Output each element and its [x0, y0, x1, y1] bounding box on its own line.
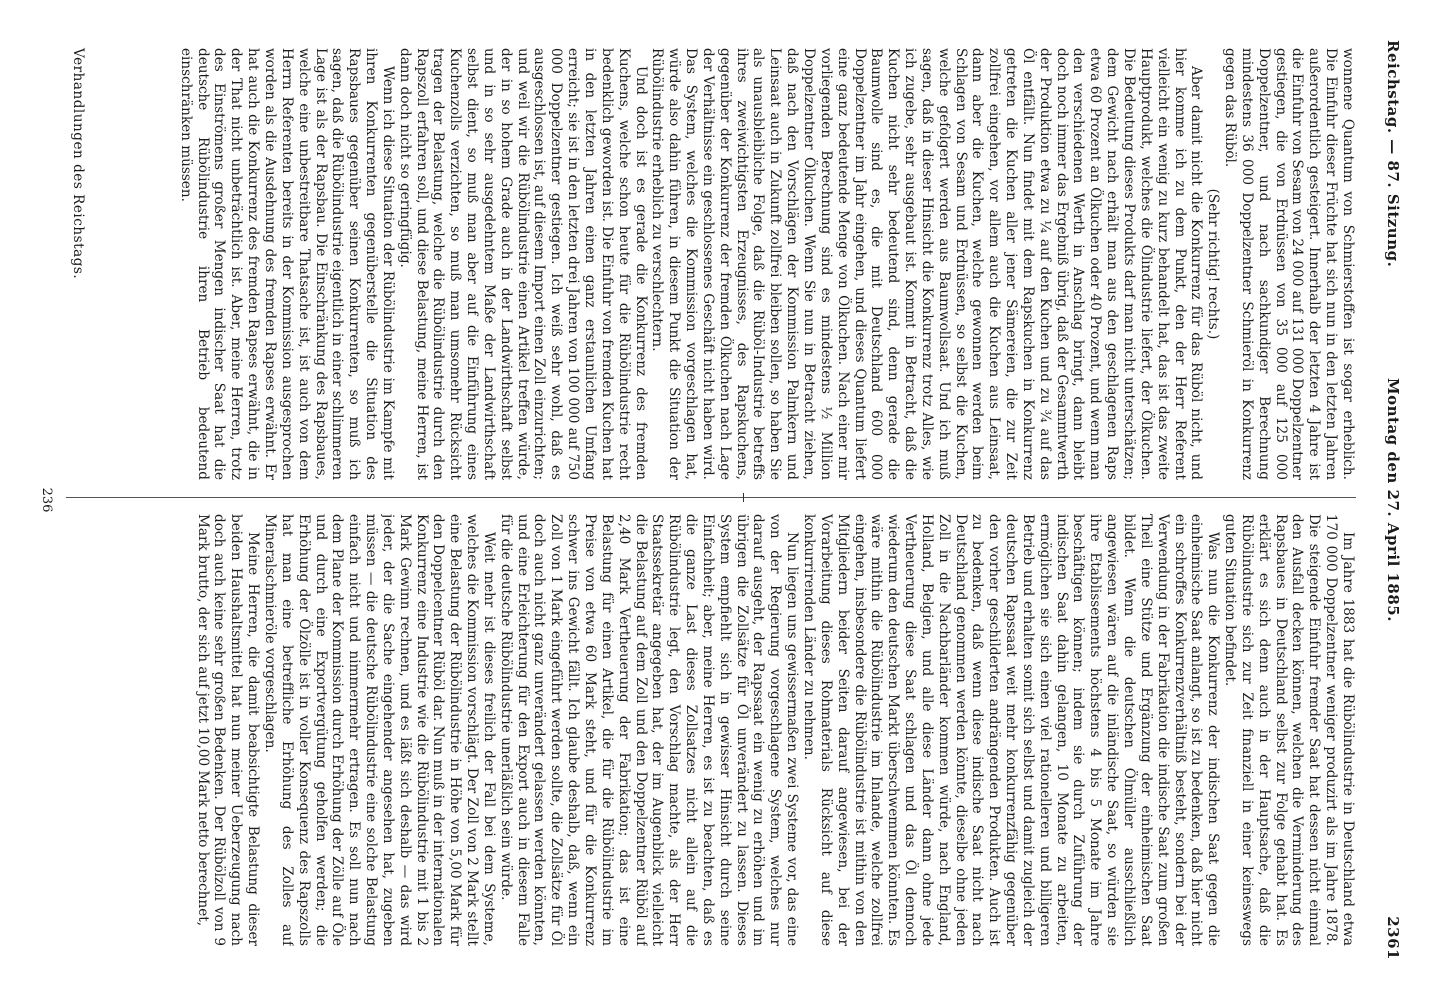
column-divider [66, 497, 1356, 498]
paragraph: Nun liegen uns gewissermaßen zwei Systeme vor, das eine von der Regierung vorgeschlagene System, welches nur darauf ausgeht, der Rapssaat ein wenig zu erhöhen und im übrigen die Zollsätze für Öl unverändert zu lassen. Dieses System empfiehlt sich in gewisser Hinsicht durch seine Einfachheit; aber, meine Herren, es ist zu beachten, daß es die ganze Last dieses Zollsatzes nicht allein auf die Rübölindustrie legt, den Vorschlag machte, als der Herr Staatssekretär angegeben hat, der im Augenblick vielleicht die Belastung auf dem Zoll und den Doppelzentner Rüböl auf 2,40 Mark Vertheuerung der Fabrikation; das ist eine Belastung für einen Artikel, die für die Rübölindustrie im Preise von etwa 60 Mark steht, und für die Konkurrenz schwer ins Gewicht fällt. Ich glaube deshalb, daß, wenn ein Zoll von 1 Mark eingeführt werden sollte, die Zollsätze für Öl doch auch nicht ganz unverändert gelassen werden könnten, und eine Erleichterung für den Export auch in diesem Falle für die deutsche Rübölindustrie unerläßlich sein würde. [497, 514, 801, 946]
paragraph: wonnene Quantum von Schmierstoffen ist sogar erheblich. Die Einfuhr dieser Früchte hat sich nun in den letzten Jahren außerordentlich gesteigert. Innerhalb der letzten 4 Jahre ist die Einfuhr von Sesam von 24 000 auf 131 000 Doppelzentner gestiegen, die von Erdnüssen von 35 000 auf 125 000 Doppelzentner, und nach sachkundiger Berechnung mindestens 36 000 Doppelzentner Schmieröl in Konkurrenz gegen das Rüböl. [1222, 48, 1356, 480]
column-divider-mark [743, 493, 744, 502]
page-header [1376, 40, 1402, 960]
paragraph: Und doch ist es gerade die Konkurrenz des fremden Kuchens, welche schon heute für die Rübölindustrie recht bedenklich geworden ist. Die Einfuhr von fremden Kuchen hat in den letzten Jahren einen ganz erstaunlichen Umfang erreicht; sie ist in den letzten drei Jahren von 100 000 auf 750 000 Doppelzentner gestiegen. Ich weiß sehr wohl, daß es ausgeschlossen ist, auf diesem Import einen Zoll einzurichten; und weil wir die Rübölindustrie einen Artikel treffen würde, der in so hohem Grade auch in der Landwirthschaft selbst und in so sehr ausgedehntem Maße der Landwirthschaft selbst dient, so muß man aber auf die Einführung eines Kuchenzolls verzichten, so muß man umsomehr Rücksicht tragen der Belastung, welche die Rübölindustrie durch den Rapszoll erfahren soll, und diese Belastung, meine Herren, ist dann doch nicht so geringfügig. [396, 48, 649, 480]
paragraph: Meine Herren, die damit beabsichtigte Belastung dieser beiden Haushaltsmittel hat nun meiner Ueberzeugung nach doch auch keine sehr großen Bedenken. Der Rübölzoll von 9 Mark brutto, der sich auf jetzt 10,00 Mark netto berechnet, [194, 514, 262, 946]
header-page-number: 2361 [1384, 916, 1402, 960]
sheet-number: 236 [39, 487, 54, 513]
paragraph: Wenn ich diese Situation der Rübölindustrie im Kampfe mit ihren Konkurrenten gegenüberstelle die Situation des Rapsbaues gegenüber seinen Konkurrenten, so muß ich sagen, daß die Rübölindustrie eigentlich in einer schlimmeren Lage ist als der Rapsbau. Die Einschränkung des Rapsbaues, welche eine unbestreitbare Thatsache ist, ist auch von dem Herrn Referenten bereits in der Kommission ausgesprochen worden als die Ausdehnung des fremden Rapses erwähnt. Er hat auch die Konkurrenz des fremden Rapses erwähnt, die in der That nicht unbeträchtlich ist. Aber, meine Herren, trotz des Einströmens großer Mengen indischer Saat hat die deutsche Rübölindustrie ihren Betrieb bedeutend einschränken müssen. [177, 48, 396, 480]
paragraph: Was nun die Konkurrenz der indischen Saat gegen die einheimische Saat anlangt, so ist zu bedenken, daß hier nicht ein schroffes Konkurrenzverhältniß besteht, sondern bei der Verwendung in der Fabrikation die indische Saat zum großen Theil eine Stütze und Ergänzung der einheimischen Saat bildet. Wenn die deutschen Ölmüller ausschließlich angewiesen wären auf die inländische Saat, so würden sie ihre Etablissements höchstens 4 bis 5 Monate im Jahre beschäftigen können; indem sie durch Zuführung der indischen Saat dahin gelangen, 10 Monate zu arbeiten, ermöglichen sie sich einen viel rationelleren und billigeren Betrieb und erhalten somit sich selbst und damit zugleich der deutschen Rapssaat weit mehr konkurrenzfähig gegenüber den vorher geschilderten andrängenden Produkten. Auch ist zu bedenken, daß wenn diese indische Saat nicht nach Deutschland genommen werden könnte, dieselbe ohne jeden Zoll in die Nachbarländer kommen würde, nach England, Holland, Belgien, und alle diese Länder dann ohne jede Vertheuerung diese Saat schlagen und das Öl dennoch wiederum den deutschen Markt überschwemmen könnten. Es wäre mithin die Rübölindustrie im Inlande, welche zollfrei eingehen, insbesondere die Rübölindustrie ist mithin von den Mitgliedern beider Seiten darauf angewiesen, bei der Vorarbeitung dieses Rohmaterials Rücksicht auf diese konkurrirenden Länder zu nehmen. [801, 514, 1222, 946]
left-text-column [76, 48, 1356, 480]
right-text-column [76, 514, 1356, 946]
interjection: (Sehr richtig! rechts.) [1205, 188, 1222, 340]
header-date: Montag den 27. April 1885. [1384, 378, 1402, 622]
paragraph: Weit mehr ist dieses freilich der Fall bei dem Systeme, welches die Kommission vorschlägt. Der Zoll von 2 Mark stellt eine Belastung der Rübölindustrie in Höhe von 5,00 Mark für den Doppelcentner Rüböl dar. Nun muß in der internationalen Konkurrenz eine Industrie wie die Rübölindustrie mit 1 bis 2 Mark Gewinn rechnen, und es läßt sich deshalb — das wird jeder, der die Sache eingehender angesehen hat, zugeben müssen — die deutsche Rübölindustrie eine solche Belastung einfach nicht und nimmermehr ertragen. Es soll nun nach dem Plane der Kommission durch Erhöhung der Zölle auf Öle und durch eine Exportvergütung geholfen werden; die Erhöhung der Ölzölle ist in voller Konsequenz des Rapszolls hat man eine betreffliche Erhöhung des Zolles auf Mineralschmieröle vorgeschlagen. [262, 514, 497, 946]
paragraph: Aber damit nicht die Konkurrenz für das Rüböl nicht, und hier komme ich zu dem Punkt, den der Herr Referent vielleicht ein wenig zu kurz behandelt hat, das ist das zweite Hauptprodukt, welches die Ölindustrie liefert, der Ölkuchen. Die Bedeutung dieses Produkts darf man nicht unterschätzen; dem Gewicht nach erhält man aus den geschlagenen Raps etwa 60 Prozent an Ölkuchen oder 40 Prozent, und wenn man den verschiedenen Werth in Anschlag bringt, dann bleibt doch noch immer das Ergebniß übrig, daß der Gesammtwerth der Produktion etwa zu ¼ auf den Kuchen und zu ¾ auf das Öl entfällt. Nun findet mit dem Rapskuchen in Konkurrenz getreten die Kuchen aller jener Sämereien, die zur Zeit zollfrei eingehen, vor allem auch die Kuchen aus Leinsaat, dann aber die Kuchen, welche gewonnen werden beim Schlagen von Sesam und Erdnüssen, so selbst die Kuchen, welche gefolgert werden aus Baumwollsaat. Und ich muß sagen, daß in dieser Hinsicht die Konkurrenz trotz Alles, wie ich zugebe, sehr ausgebaut ist. Kommt in Betracht, daß die Kuchen nicht sehr bedeutend sind, denn gerade die Baumwolle sind es, die mit Deutschland 600 000 Doppelzentner im Jahr eingehen, und dieses Quantum liefert eine ganz bedeutende Menge von Ölkuchen. Nach einer mir vorliegenden Berechnung sind es mindestens ½ Million Doppelzentner Ölkuchen. Wenn Sie nun in Betracht ziehen, daß nach den Vorschlägen der Kommission Palmkern und Leinsaat auch in Zukunft zollfrei bleiben sollen, so haben Sie als unausbleibliche Folge, daß die Rüböl-Industrie betreffs ihres zweiwichtigsten Erzeugnisses, des Rapskuchens, gegenüber der Konkurrenz der fremden Ölkuchen nach Lage der Verhältnisse ein geschlossenes Geschäft nicht haben wird. Das System, welches die Kommission vorgeschlagen hat, würde also dahin führen, in diesem Punkt die Situation der Rübölindustrie erheblich zu verschlechtern. [649, 48, 1205, 480]
paragraph: Im Jahre 1883 hat die Rübölindustrie in Deutschland etwa 170 000 Doppelzentner weniger produzirt als im Jahre 1878. Die steigende Einfuhr fremder Saat hat dessen nicht einmal den Ausfall decken können, welchen die Verminderung des Rapsbaues in Deutschland selbst zur Folge gehabt hat. Es erklärt es sich denn auch in der Hauptsache, daß die Rübölindustrie sich zur Zeit finanziell in einer keineswegs guten Situation befindet. [1222, 514, 1356, 946]
header-session: Reichstag. — 87. Sitzung. [1384, 40, 1402, 268]
publication-footer: Verhandlungen des Reichstags. [70, 48, 86, 280]
